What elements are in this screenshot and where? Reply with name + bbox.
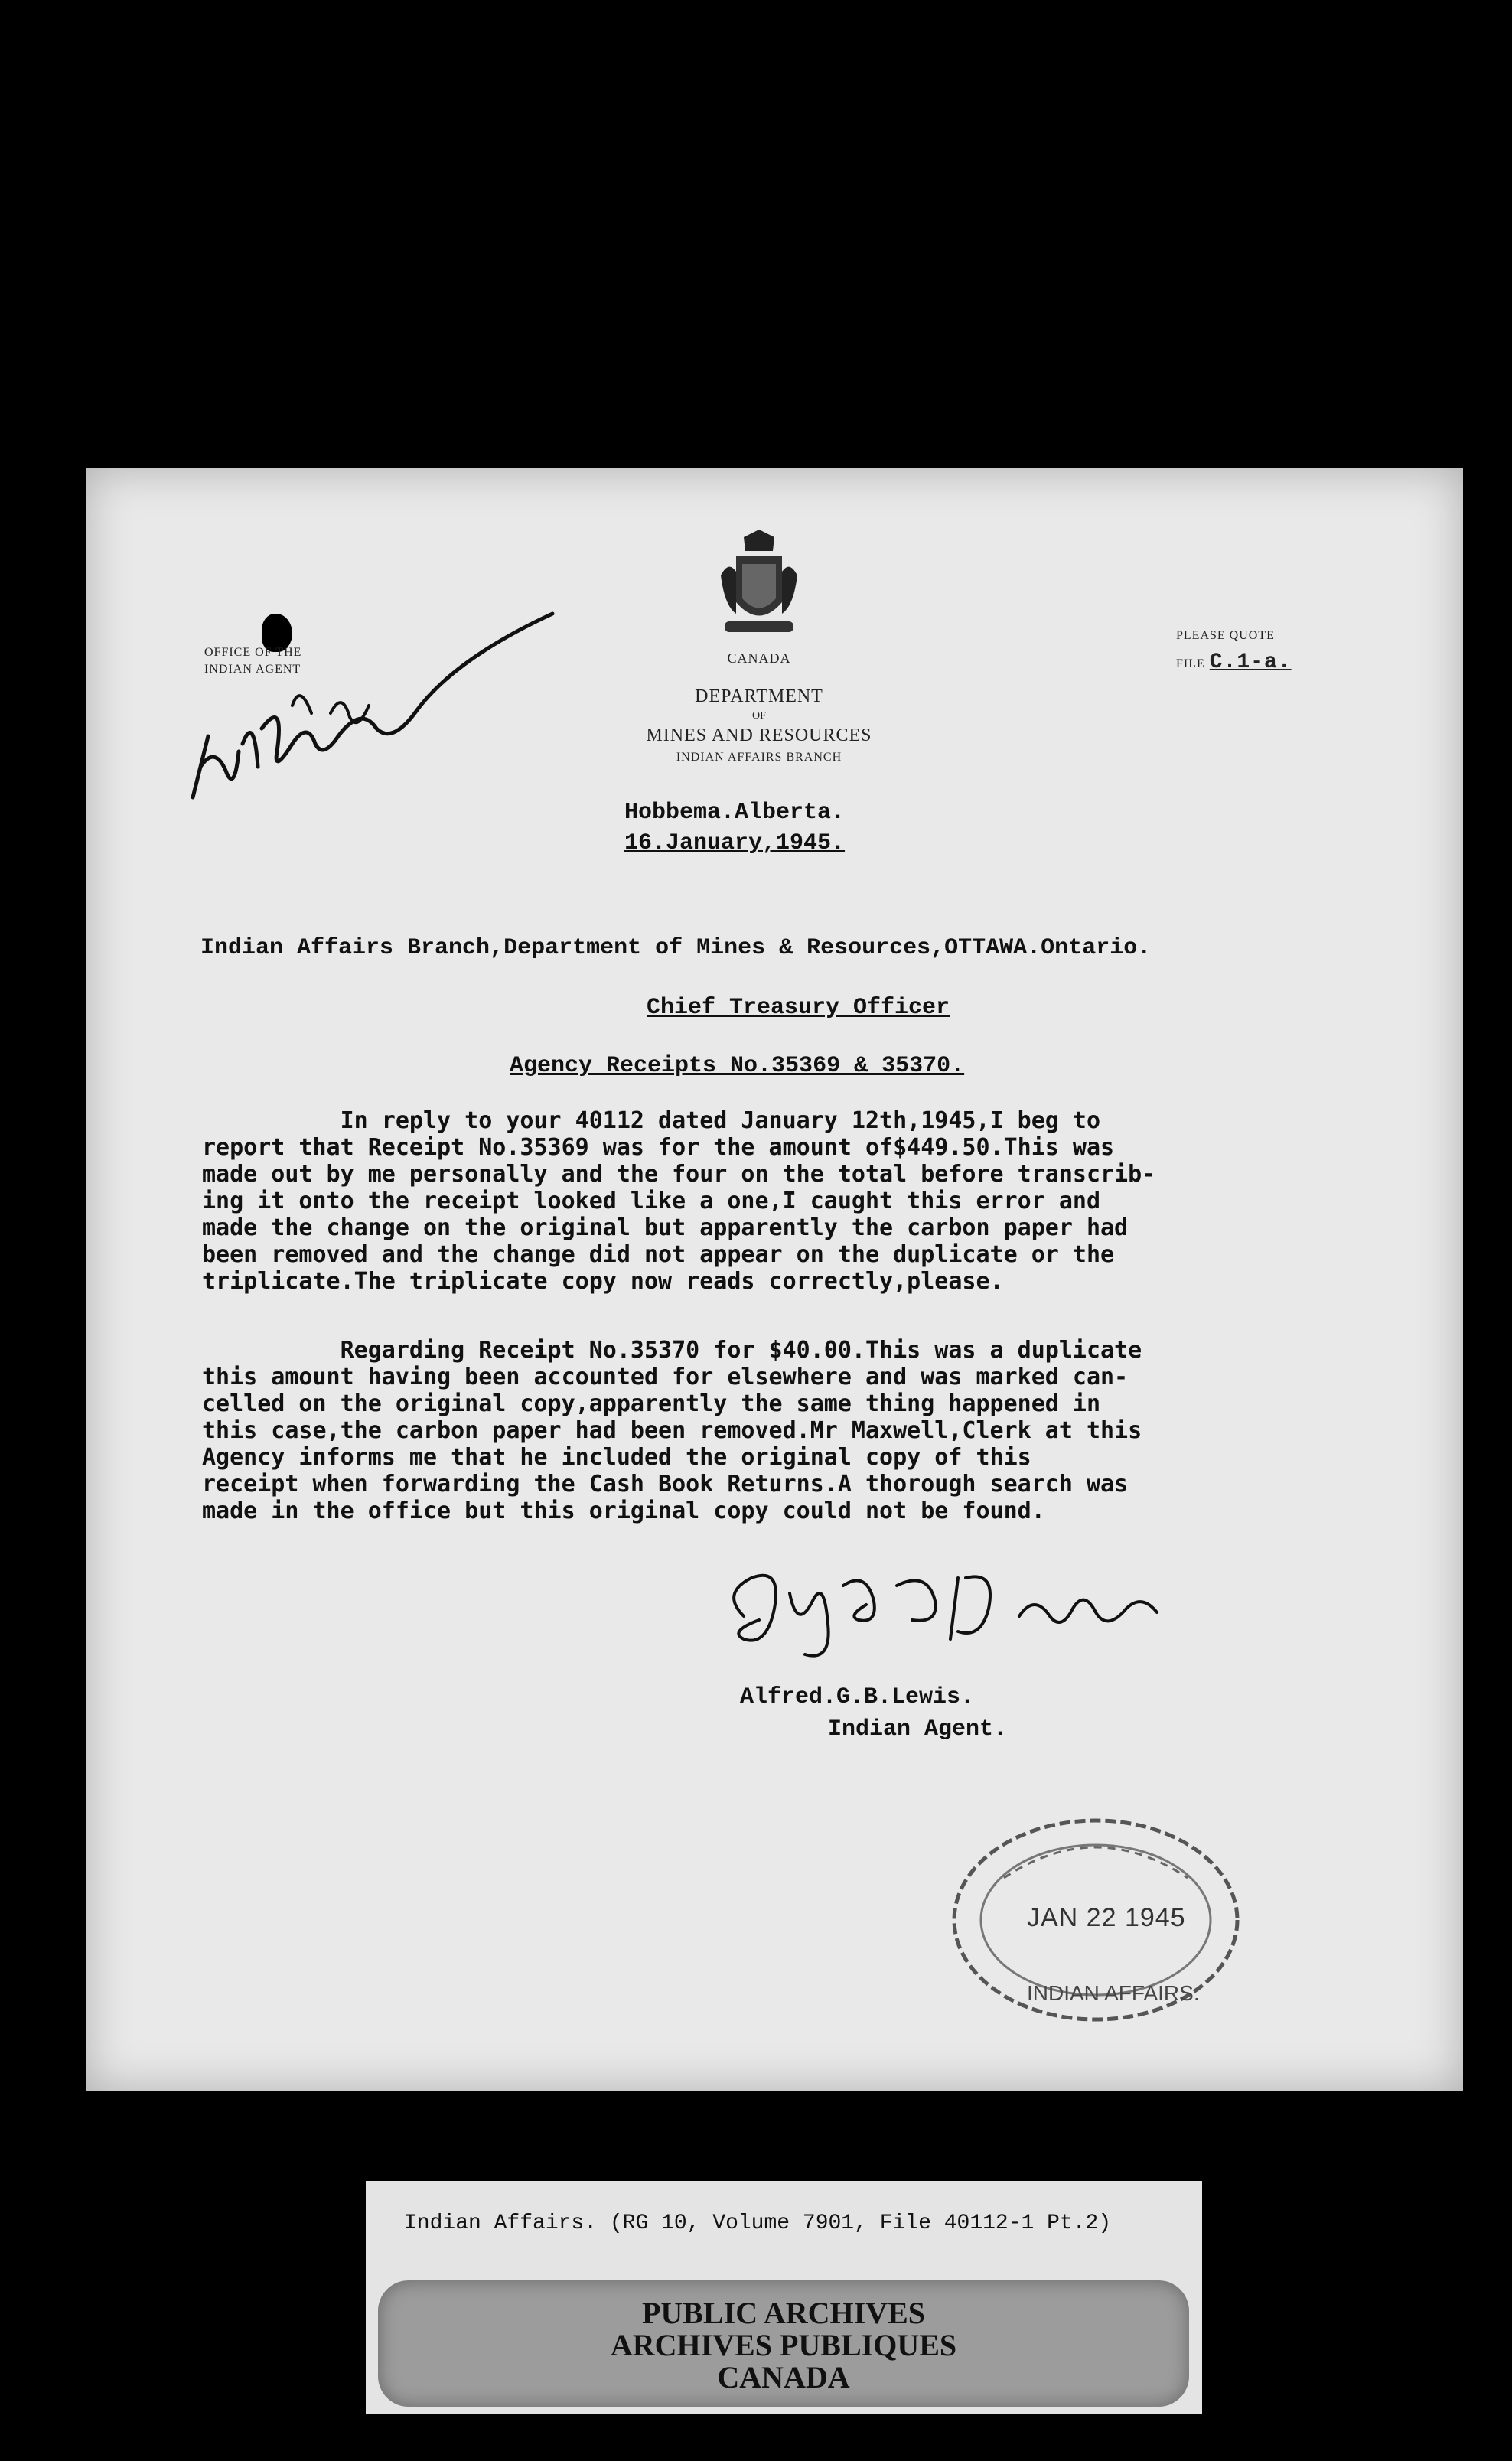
archive-line1: PUBLIC ARCHIVES xyxy=(641,2296,926,2330)
recipient-address: Indian Affairs Branch,Department of Mines & Resources,OTTAWA.Ontario. xyxy=(200,935,1152,961)
letterhead-ministry: MINES AND RESOURCES xyxy=(646,725,872,745)
letterhead-department: DEPARTMENT xyxy=(695,686,823,706)
letterhead xyxy=(621,530,897,764)
signature-block xyxy=(740,1681,1007,1746)
handwritten-signature xyxy=(713,1547,1172,1670)
letter-page xyxy=(86,468,1463,2091)
archive-label xyxy=(366,2181,1202,2414)
signer-title: Indian Agent. xyxy=(828,1716,1008,1742)
archive-band xyxy=(378,2280,1189,2407)
letterhead-country: CANADA xyxy=(727,650,791,666)
place: Hobbema.Alberta. xyxy=(624,800,846,826)
letterhead-branch: INDIAN AFFAIRS BRANCH xyxy=(676,751,842,764)
archive-line3: CANADA xyxy=(717,2360,850,2394)
attention-line xyxy=(647,995,950,1021)
canada-coat-of-arms-icon xyxy=(713,530,805,644)
please-quote-label: PLEASE QUOTE xyxy=(1176,629,1275,642)
body-paragraph-2: Regarding Receipt No.35370 for $40.00.This was a duplicate this amount having been accounted for elsewhere and was marked can- celled on the original copy,apparently the same thing happened in this case,the carbon paper had been removed.Mr Maxwell,Clerk at this Agency informs me that he included the original copy of this receipt when forwarding the Cash Book Returns.A thorough search was made in the office but this original copy could not be found. xyxy=(202,1337,1142,1524)
stamp-date: JAN 22 1945 xyxy=(1027,1903,1186,1932)
attention-text: Chief Treasury Officer xyxy=(647,995,950,1021)
body-paragraph-1: In reply to your 40112 dated January 12th,1945,I beg to report that Receipt No.35369 was for the amount of$449.50.This was made out by me personally and the four on the total before transcrib- ing it onto the receipt looked like a one,I caught this error and made the change on the original but apparently the carbon paper had been removed and the change did not appear on the duplicate or the triplicate.The triplicate copy now reads correctly,please. xyxy=(202,1107,1156,1295)
file-number: C.1-a. xyxy=(1209,650,1292,674)
place-date-block xyxy=(624,797,845,859)
office-label-line1: OFFICE OF THE xyxy=(204,646,302,659)
signer-name: Alfred.G.B.Lewis. xyxy=(740,1684,975,1710)
letter-date: 16.January,1945. xyxy=(624,830,846,856)
subject-text: Agency Receipts No.35369 & 35370. xyxy=(510,1053,965,1079)
archive-reference: Indian Affairs. (RG 10, Volume 7901, File 40112-1 Pt.2) xyxy=(404,2212,1112,2235)
letterhead-of: OF xyxy=(752,710,766,722)
archive-line2: ARCHIVES PUBLIQUES xyxy=(610,2328,957,2362)
handwritten-annotation xyxy=(185,591,583,820)
file-reference xyxy=(1176,629,1292,674)
file-label: FILE xyxy=(1176,657,1205,670)
subject-line xyxy=(510,1053,964,1079)
stamp-bottom-text: INDIAN AFFAIRS. xyxy=(1027,1981,1200,2005)
office-label-line2: INDIAN AGENT xyxy=(204,663,301,676)
